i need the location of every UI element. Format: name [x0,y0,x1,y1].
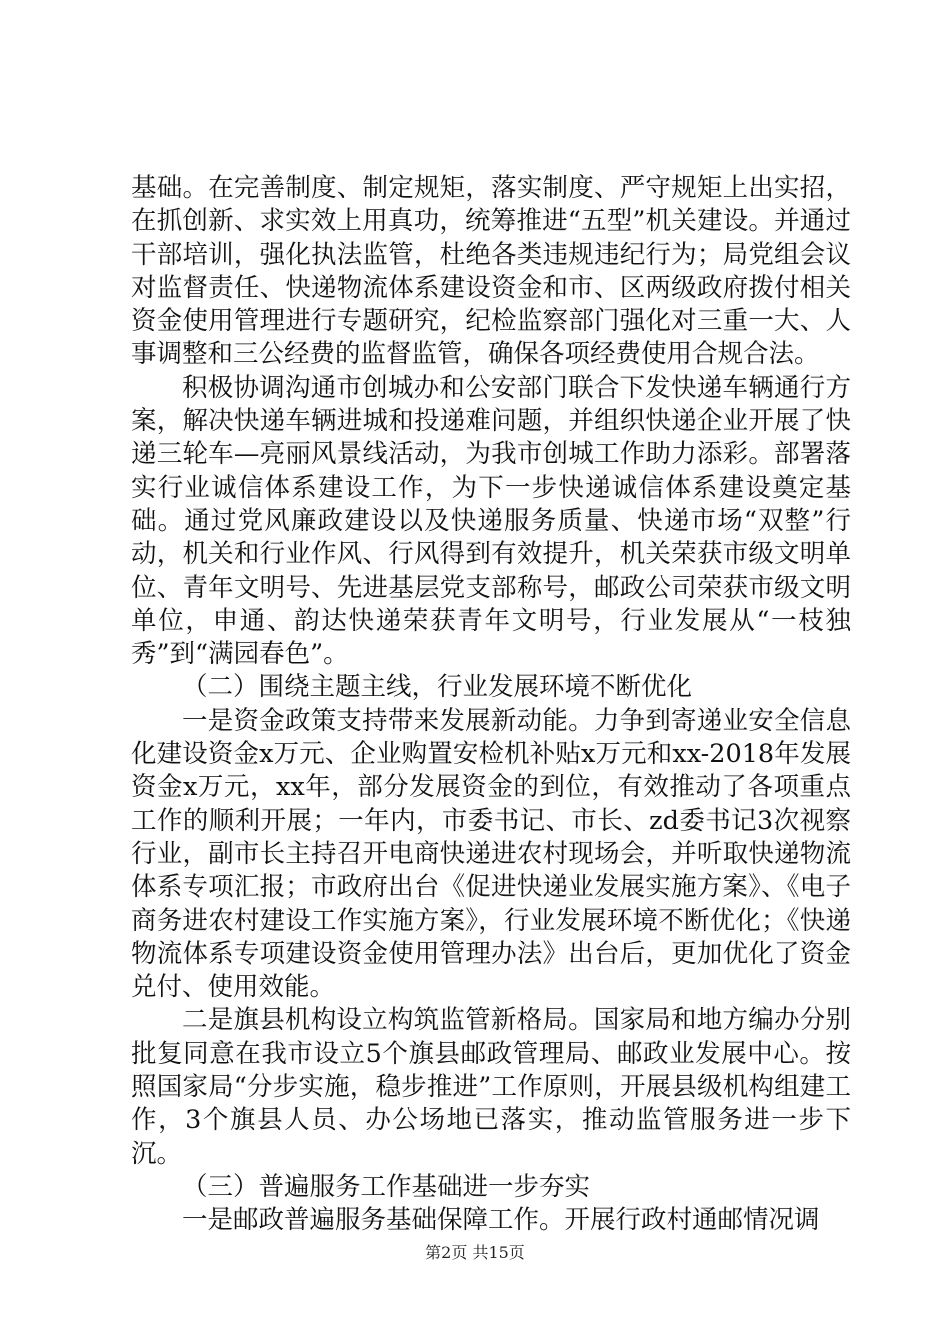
paragraph-funding-policy: 一是资金政策支持带来发展新动能。力争到寄递业安全信息化建设资金x万元、企业购置安检机补贴x万元和xx-2018年发展资金x万元，xx年，部分发展资金的到位，有效推动了各项重点工作的顺利开展；一年内，市委书记、市长、zd委书记3次视察行业，副市长主持召开电商快递进农村现场会，并听取快递物流体系专项汇报；市政府出台《促进快递业发展实施方案》、《电子商务进农村建设工作实施方案》，行业发展环境不断优化；《快递物流体系专项建设资金使用管理办法》出台后，更加优化了资金兑付、使用效能。 [131,705,851,1003]
paragraph-universal-service: 一是邮政普遍服务基础保障工作。开展行政村通邮情况调 [182,1205,820,1236]
paragraph-city-coordination: 积极协调沟通市创城办和公安部门联合下发快递车辆通行方案，解决快递车辆进城和投递难问题，并组织快递企业开展了快递三轮车—亮丽风景线活动，为我市创城工作助力添彩。部署落实行业诚信体系建设工作，为下一步快递诚信体系建设奠定基础。通过党风廉政建设以及快递服务质量、快递市场“双整”行动，机关和行业作风、行风得到有效提升，机关荣获市级文明单位、青年文明号、先进基层党支部称号，邮政公司荣获市级文明单位，申通、韵达快递荣获青年文明号，行业发展从“一枝独秀”到“满园春色”。 [131,372,851,670]
document-body [131,172,851,1238]
page-number: 第2页 共15页 [425,1243,525,1262]
page-footer [0,1240,950,1263]
paragraph-continuation: 基础。在完善制度、制定规矩，落实制度、严守规矩上出实招，在抓创新、求实效上用真功，统筹推进“五型”机关建设。并通过干部培训，强化执法监管，杜绝各类违规违纪行为；局党组会议对监督责任、快递物流体系建设资金和市、区两级政府拨付相关资金使用管理进行专题研究，纪检监察部门强化对三重一大、人事调整和三公经费的监督监管，确保各项经费使用合规合法。 [131,173,851,370]
section-heading-2: （二）围绕主题主线，行业发展环境不断优化 [182,672,693,703]
paragraph-county-agencies: 二是旗县机构设立构筑监管新格局。国家局和地方编办分别批复同意在我市设立5个旗县邮政管理局、邮政业发展中心。按照国家局“分步实施，稳步推进”工作原则，开展县级机构组建工作，3个旗县人员、办公场地已落实，推动监管服务进一步下沉。 [131,1005,851,1169]
section-heading-3: （三）普遍服务工作基础进一步夯实 [182,1171,591,1202]
